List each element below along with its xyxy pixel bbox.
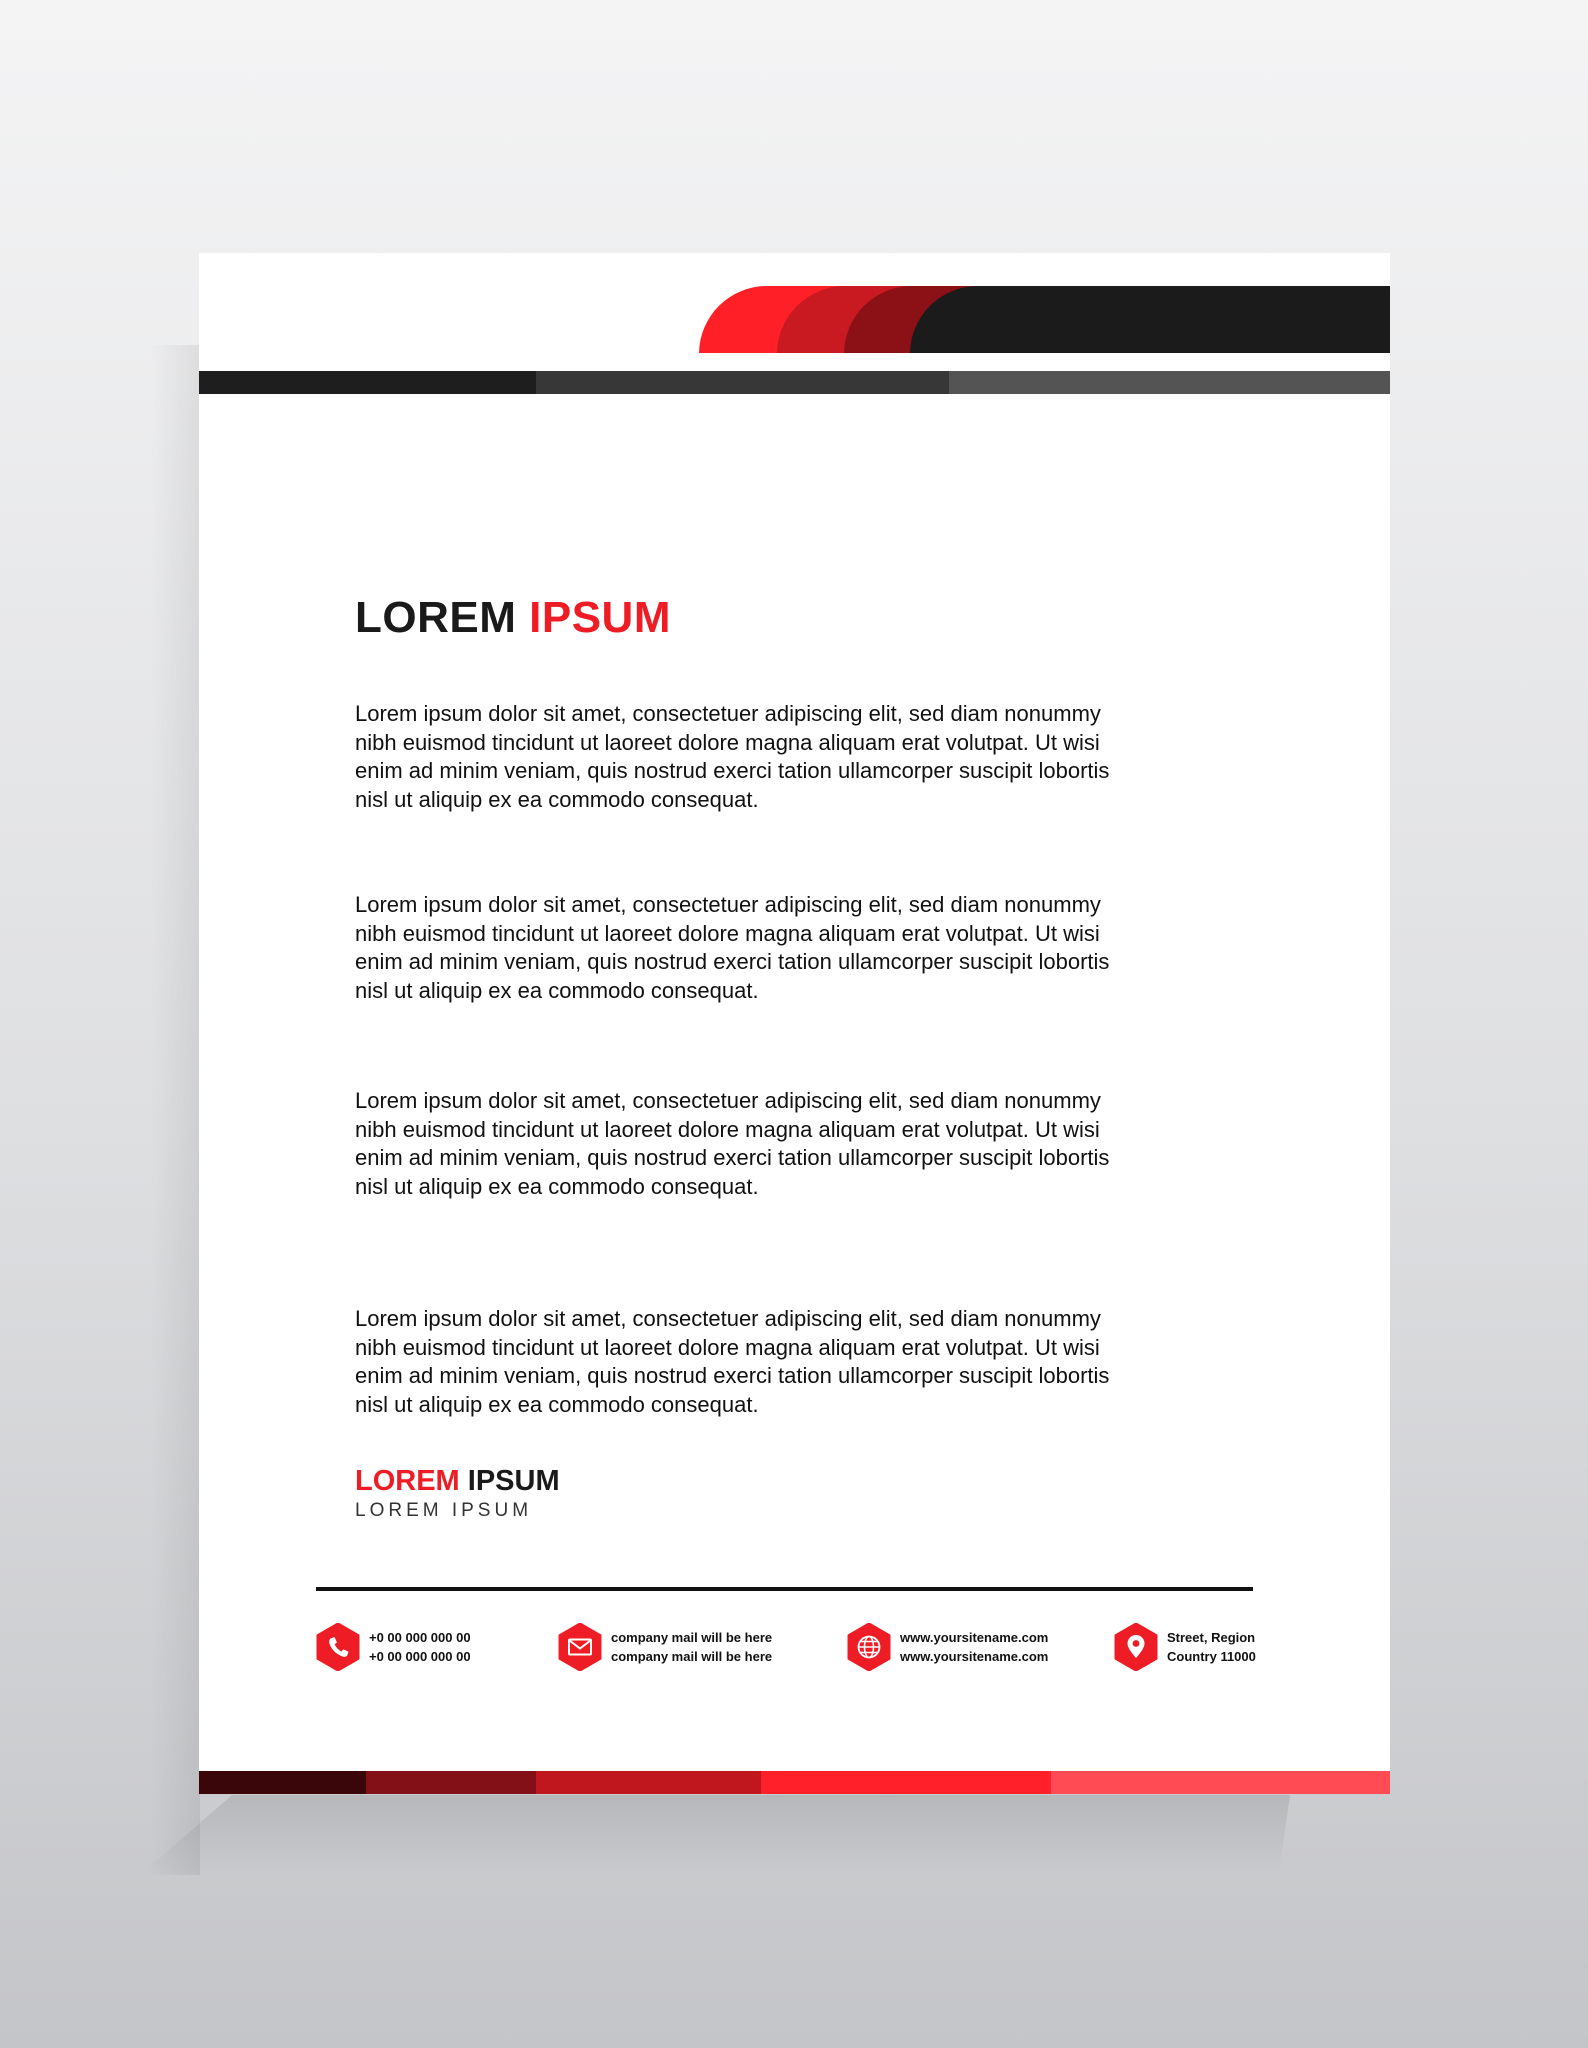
phone-number-1[interactable]: +0 00 000 000 00 [369, 1630, 471, 1645]
body-paragraph: Lorem ipsum dolor sit amet, consectetuer adipiscing elit, sed diam nonummy nibh euismod tincidunt ut laoreet dolore magna aliquam erat volutpat. Ut wisi enim ad minim veniam, quis nostrud exerci tation ullamcorper suscipit lobortis nisl ut aliquip ex ea commodo consequat. [355, 892, 1110, 1003]
contact-address [1114, 1623, 1264, 1671]
header-shape-black [910, 286, 1390, 353]
title-word-red: IPSUM [529, 593, 671, 642]
signature-word-red: LOREM [355, 1465, 460, 1497]
phone-icon [316, 1623, 360, 1671]
page-shadow-bottom [140, 1795, 1290, 1875]
letterhead-page [199, 253, 1390, 1794]
body-paragraph: Lorem ipsum dolor sit amet, consectetuer adipiscing elit, sed diam nonummy nibh euismod tincidunt ut laoreet dolore magna aliquam erat volutpat. Ut wisi enim ad minim veniam, quis nostrud exerci tation ullamcorper suscipit lobortis nisl ut aliquip ex ea commodo consequat. [355, 701, 1110, 812]
header-stripe-segment [199, 371, 536, 394]
page-shadow-left [150, 345, 200, 1875]
website-line-2[interactable]: www.yoursitename.com [900, 1649, 1049, 1664]
header-stripe-segment [536, 371, 949, 394]
title-word-dark: LOREM [355, 593, 517, 642]
document-title [355, 593, 671, 643]
email-line-2[interactable]: company mail will be here [611, 1649, 773, 1664]
contact-phone [316, 1623, 516, 1671]
signature-name [355, 1465, 560, 1498]
footer-bar-segment [761, 1771, 1051, 1794]
address-line-1: Street, Region [1167, 1630, 1256, 1645]
phone-number-2[interactable]: +0 00 000 000 00 [369, 1649, 471, 1664]
website-line-1[interactable]: www.yoursitename.com [900, 1630, 1049, 1645]
footer-bar-segment [536, 1771, 761, 1794]
contact-website [847, 1623, 1057, 1671]
footer-bar-segment [1051, 1771, 1390, 1794]
mail-icon [558, 1623, 602, 1671]
signature-word-dark: IPSUM [467, 1465, 560, 1497]
header-stripe-segment [949, 371, 1390, 394]
address-line-2: Country 11000 [1167, 1649, 1256, 1664]
body-paragraph: Lorem ipsum dolor sit amet, consectetuer adipiscing elit, sed diam nonummy nibh euismod tincidunt ut laoreet dolore magna aliquam erat volutpat. Ut wisi enim ad minim veniam, quis nostrud exerci tation ullamcorper suscipit lobortis nisl ut aliquip ex ea commodo consequat. [355, 1088, 1110, 1199]
footer-bar-segment [199, 1771, 366, 1794]
signature-subtitle: LOREM IPSUM [355, 1500, 533, 1521]
body-paragraph: Lorem ipsum dolor sit amet, consectetuer adipiscing elit, sed diam nonummy nibh euismod tincidunt ut laoreet dolore magna aliquam erat volutpat. Ut wisi enim ad minim veniam, quis nostrud exerci tation ullamcorper suscipit lobortis nisl ut aliquip ex ea commodo consequat. [355, 1306, 1110, 1417]
footer-divider [316, 1587, 1253, 1591]
location-pin-icon [1114, 1623, 1158, 1671]
email-line-1[interactable]: company mail will be here [611, 1630, 773, 1645]
footer-bar-segment [366, 1771, 536, 1794]
contact-email [558, 1623, 788, 1671]
globe-icon [847, 1623, 891, 1671]
